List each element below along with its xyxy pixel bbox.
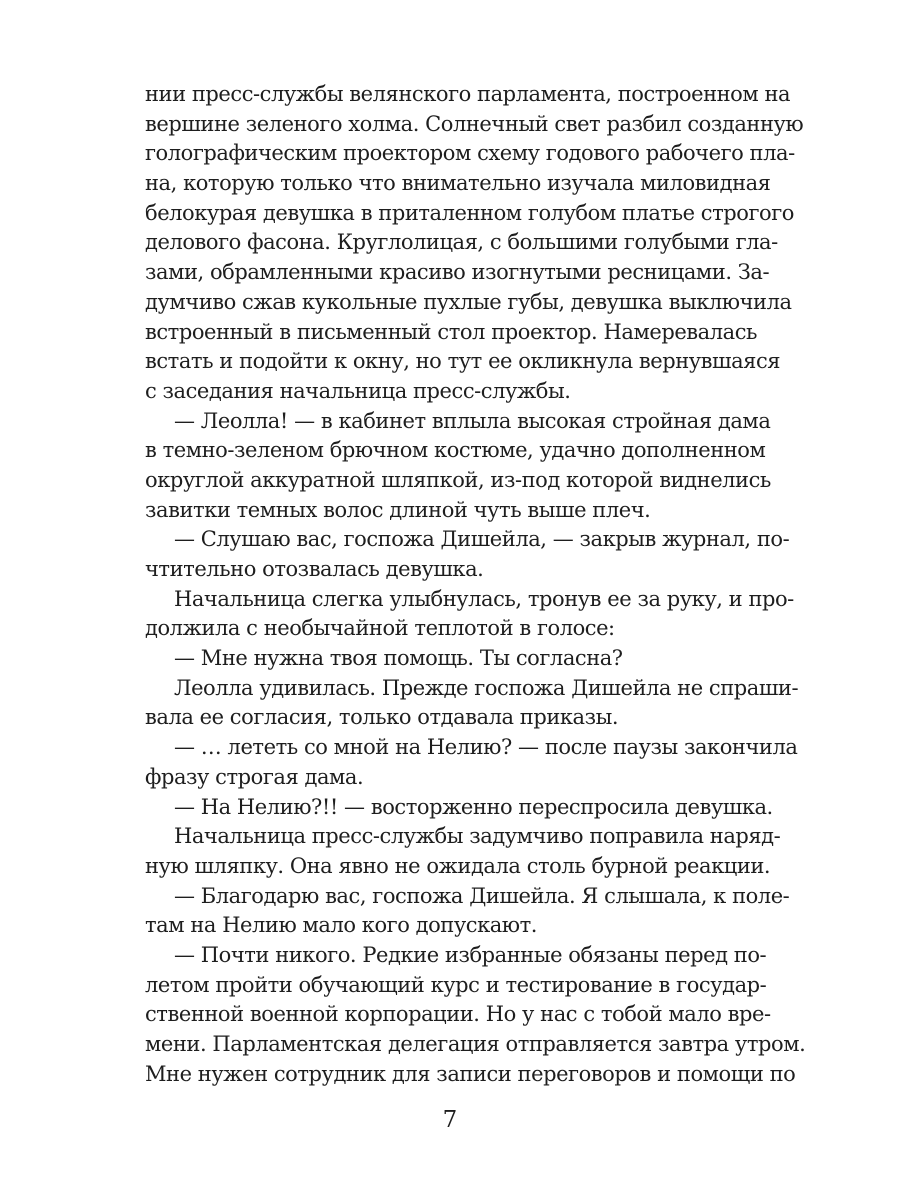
text-line: ную шляпку. Она явно не ожидала столь бурной реакции. [145, 853, 771, 878]
text-line: вершине зеленого холма. Солнечный свет разбил созданную [145, 111, 804, 136]
text-line: завитки темных волос длиной чуть выше плеч. [145, 497, 651, 522]
text-line: в темно-зеленом брючном костюме, удачно дополненном [145, 438, 766, 463]
body-text [145, 80, 806, 1089]
text-line: Леолла удивилась. Прежде госпожа Дишейла не спраши- [174, 675, 799, 700]
text-line: на, которую только что внимательно изучала миловидная [145, 171, 771, 196]
text-line: — Мне нужна твоя помощь. Ты согласна? [174, 646, 623, 671]
text-line: вала ее согласия, только отдавала приказы. [145, 705, 619, 730]
text-line: голографическим проектором схему годового рабочего пла- [145, 141, 795, 166]
text-line: мени. Парламентская делегация отправляется завтра утром. [145, 1032, 806, 1056]
text-line: думчиво сжав кукольные пухлые губы, девушка выключила [145, 289, 792, 314]
text-line: фразу строгая дама. [145, 764, 364, 789]
text-line: — Слушаю вас, госпожа Дишейла, — закрыв журнал, по- [174, 527, 790, 552]
text-line: — Леолла! — в кабинет вплыла высокая стройная дама [174, 408, 771, 433]
text-line: делового фасона. Круглолицая, с большими голубыми гла- [145, 230, 778, 255]
text-line: с заседания начальница пресс-службы. [145, 378, 571, 403]
text-line: зами, обрамленными красиво изогнутыми ресницами. За- [145, 260, 770, 285]
text-line: Начальница слегка улыбнулась, тронув ее за руку, и про- [174, 586, 794, 611]
text-line: встать и подойти к окну, но тут ее окликнула вернувшаяся [145, 349, 781, 374]
text-line: — Почти никого. Редкие избранные обязаны перед по- [174, 942, 767, 967]
text-line: — Благодарю вас, госпожа Дишейла. Я слышала, к поле- [174, 883, 790, 908]
text-line: ственной военной корпорации. Но у нас с тобой мало вре- [145, 1002, 771, 1027]
text-line: округлой аккуратной шляпкой, из-под которой виднелись [145, 467, 771, 492]
text-line: встроенный в письменный стол проектор. Намеревалась [145, 319, 757, 344]
page-number: 7 [442, 1107, 458, 1133]
text-line: Мне нужен сотрудник для записи переговоров и помощи по [145, 1061, 796, 1086]
text-line: должила с необычайной теплотой в голосе: [145, 616, 615, 641]
text-line: — На Нелию?!! — восторженно переспросила девушка. [174, 794, 773, 819]
text-line: — … лететь со мной на Нелию? — после паузы закончила [174, 735, 798, 760]
text-line: нии пресс-службы велянского парламента, построенном на [145, 82, 791, 106]
text-line: Начальница пресс-службы задумчиво поправила наряд- [174, 824, 781, 849]
text-line: белокурая девушка в приталенном голубом платье строгого [145, 200, 794, 225]
text-line: там на Нелию мало кого допускают. [145, 913, 538, 938]
text-line: чтительно отозвалась девушка. [145, 557, 484, 581]
text-line: летом пройти обучающий курс и тестирование в государ- [145, 972, 767, 997]
